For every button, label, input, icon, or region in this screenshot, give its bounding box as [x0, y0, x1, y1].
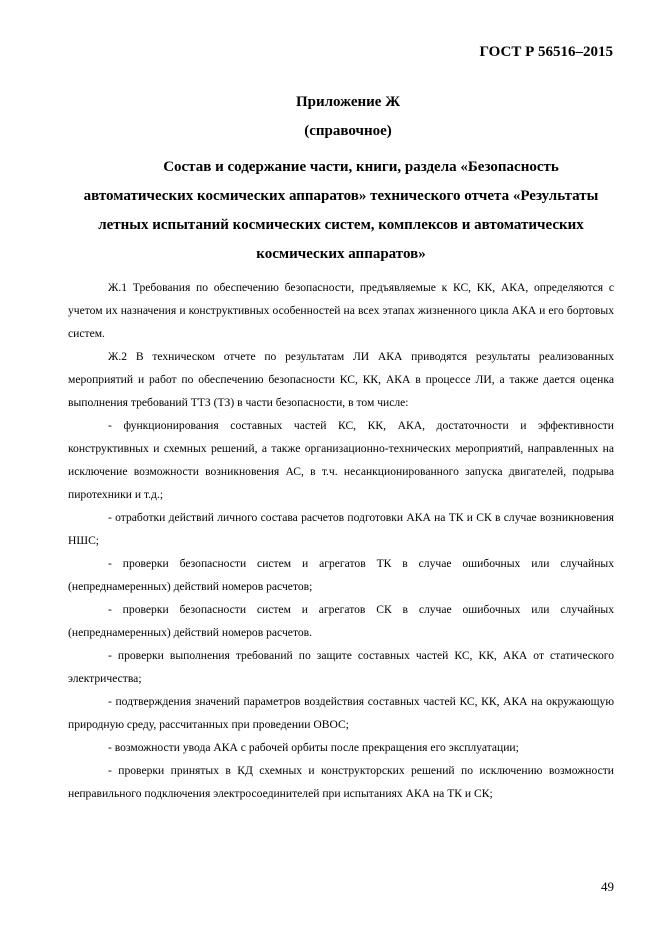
appendix-type: (справочное) — [304, 123, 392, 139]
list-item: - отработки действий личного состава расчетов подготовки АКА на ТК и СК в случае возникновения НШС; — [68, 511, 614, 547]
list-item: - проверки выполнения требований по защите составных частей КС, КК, АКА от статического электричества; — [68, 649, 614, 685]
appendix-heading — [35, 88, 661, 146]
appendix-label: Приложение Ж — [295, 94, 401, 110]
section-title — [68, 153, 614, 269]
page-number: 49 — [601, 879, 614, 894]
title-line: автоматических космических аппаратов» технического отчета «Результаты — [83, 188, 599, 204]
paragraph: Ж.2 В техническом отчете по результатам ЛИ АКА приводятся результаты реализованных мероприятий и работ по обеспечению безопасности КС, КК, АКА в процессе ЛИ, а также дается оценка выполнения требований ТТЗ (ТЗ) в части безопасности, в том числе: — [68, 350, 614, 409]
title-line: космических аппаратов» — [256, 246, 426, 262]
body-text — [68, 276, 614, 805]
document-code: ГОСТ Р 56516–2015 — [479, 44, 613, 60]
list-item: - проверки принятых в КД схемных и конструкторских решений по исключению возможности неправильного подключения электросоединителей при испытаниях АКА на ТК и СК; — [68, 764, 614, 800]
title-line: Состав и содержание части, книги, раздела «Безопасность — [163, 159, 559, 175]
title-line: летных испытаний космических систем, комплексов и автоматических — [98, 217, 584, 233]
paragraph: Ж.1 Требования по обеспечению безопасности, предъявляемые к КС, КК, АКА, определяются с учетом их назначения и конструктивных особенностей на всех этапах жизненного цикла АКА и его бортовых систем. — [68, 281, 614, 340]
list-item: - проверки безопасности систем и агрегатов СК в случае ошибочных или случайных (непреднамеренных) действий номеров расчетов. — [68, 603, 614, 639]
list-item: - возможности увода АКА с рабочей орбиты после прекращения его эксплуатации; — [108, 741, 519, 754]
list-item: - проверки безопасности систем и агрегатов ТК в случае ошибочных или случайных (непреднамеренных) действий номеров расчетов; — [68, 557, 614, 593]
list-item: - подтверждения значений параметров воздействия составных частей КС, КК, АКА на окружающую природную среду, рассчитанных при проведении ОВОС; — [68, 695, 614, 731]
list-item: - функционирования составных частей КС, КК, АКА, достаточности и эффективности конструктивных и схемных решений, а также организационно-технических мероприятий, направленных на исключение возможности возникновения АС, в т.ч. несанкционированного запуска двигателей, подрыва пиротехники и т.д.; — [68, 419, 614, 501]
